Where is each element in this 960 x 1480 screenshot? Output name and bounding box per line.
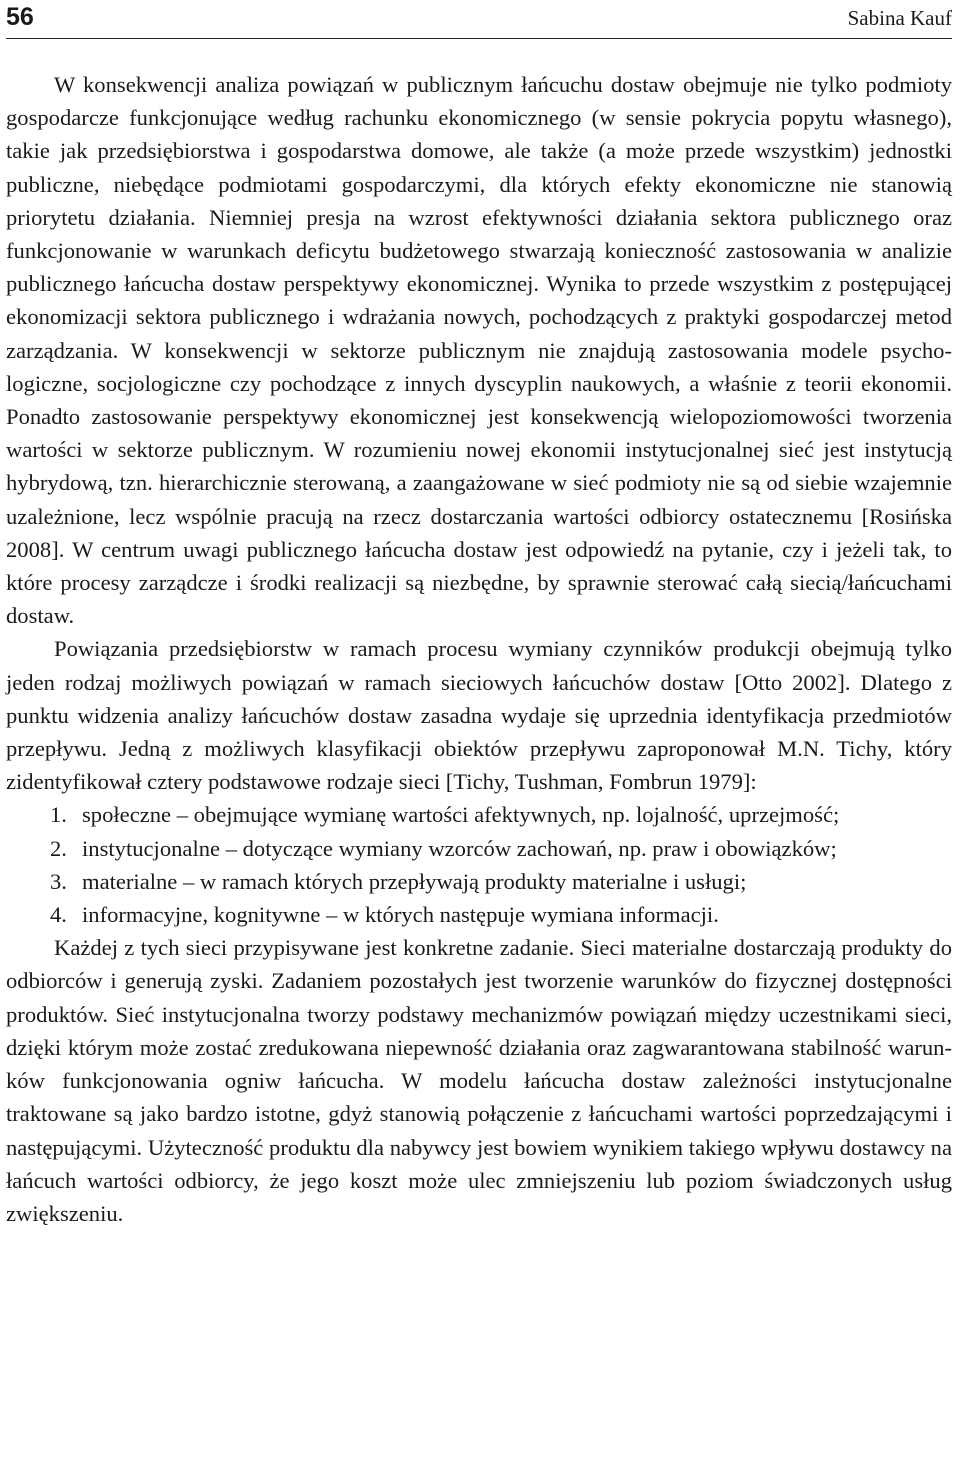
list-text: materialne – w ramach których przepływają produkty materialne i usługi; xyxy=(82,868,747,894)
running-head-author: Sabina Kauf xyxy=(847,6,952,30)
list-number: 4. xyxy=(50,902,67,928)
list-number: 3. xyxy=(50,868,67,894)
body-text xyxy=(6,68,952,1230)
page-number: 56 xyxy=(6,3,34,31)
list-text: informacyjne, kognitywne – w których następuje wymiana informacji. xyxy=(82,902,719,928)
list-text: instytucjonalne – dotyczące wymiany wzorców zachowań, np. praw i obowiązków; xyxy=(82,835,837,861)
list-number: 2. xyxy=(50,835,67,861)
paragraph-1: W konsekwencji analiza powiązań w publicznym łańcuchu dostaw obejmuje nie tylko podmioty gospodarcze funkcjonujące według rachunku ekonomicznego (w sensie pokrycia popytu własnego), takie jak przedsiębiorstwa i gospodarstwa domowe, ale także (a może przede wszystkim) jednostki publiczne, niebędące podmiotami gospodarczymi, dla których efekty ekonomiczne nie stanowią priorytetu działania. Niemniej presja na wzrost efektywności działania sektora publicznego oraz funkcjonowanie w warunkach deficytu budżetowego stwarzają konieczność zastosowania w analizie publicznego łańcucha dostaw perspektywy ekonomicznej. Wynika to przede wszystkim z postępującej ekonomizacji sektora publicznego i wdrażania nowych, pochodzących z praktyki gospodarczej metod zarządzania. W konsekwencji w sektorze publicznym nie znajdują zastosowania modele psychologiczne, socjologiczne czy pochodzące z innych dyscyplin naukowych, a właśnie z teorii ekonomii. Ponadto zastosowanie perspektywy ekonomicznej jest konsekwencją wielopoziomowości tworzenia wartości w sektorze publicznym. W rozumieniu nowej ekonomii instytucjonalnej sieć jest instytucją hybrydową, tzn. hierarchicznie sterowaną, a zaangażowane w sieć podmioty nie są od siebie wzajemnie uzależnione, lecz wspólnie pracują na rzecz dostarczania wartości odbiorcy ostatecznemu [Rosińska 2008]. W centrum uwagi publicznego łańcucha dostaw jest odpowiedź na pytanie, czy i jeżeli tak, to które procesy zarządcze i środki realizacji są niezbędne, by sprawnie sterować całą siecią/łańcuchami dostaw. xyxy=(6,72,952,629)
list-text: społeczne – obejmujące wymianę wartości afektywnych, np. lojalność, uprzejmość; xyxy=(82,802,840,828)
list-item-4 xyxy=(6,898,952,931)
list-item-3 xyxy=(6,865,952,898)
list-item-1 xyxy=(6,798,952,831)
paragraph-3: Każdej z tych sieci przypisywane jest konkretne zadanie. Sieci materialne dostarczają produkty do odbiorców i generują zyski. Zadaniem pozostałych jest tworzenie warunków do fizycznej dostępności produktów. Sieć instytucjonalna tworzy podstawy mechanizmów powiązań między uczestnikami sieci, dzięki którym może zostać zredukowana niepewność działania oraz zagwarantowana stabilność warunków funkcjonowania ogniw łańcucha. W modelu łańcucha dostaw zależności instytucjonalne traktowane są jako bardzo istotne, gdyż stanowią połączenie z łańcuchami wartości poprzedzającymi i następującymi. Użyteczność produktu dla nabywcy jest bowiem wynikiem takiego wpływu dostawcy na łańcuch wartości odbiorcy, że jego koszt może ulec zmniejszeniu lub poziom świadczonych usług zwiększeniu. xyxy=(6,935,952,1226)
list-number: 1. xyxy=(50,802,67,828)
list-item-2 xyxy=(6,832,952,865)
paragraph-2: Powiązania przedsiębiorstw w ramach procesu wymiany czynników produkcji obejmują tylko jeden rodzaj możliwych powiązań w ramach sieciowych łańcuchów dostaw [Otto 2002]. Dlatego z punktu widzenia analizy łańcuchów dostaw zasadna wydaje się uprzednia identyfikacja przedmiotów przepływu. Jedną z możliwych klasyfikacji obiektów przepływu zaproponował M.N. Tichy, który zidentyfikował cztery podstawowe rodzaje sieci [Tichy, Tushman, Fombrun 1979]: xyxy=(6,636,952,795)
page-header xyxy=(6,0,952,39)
